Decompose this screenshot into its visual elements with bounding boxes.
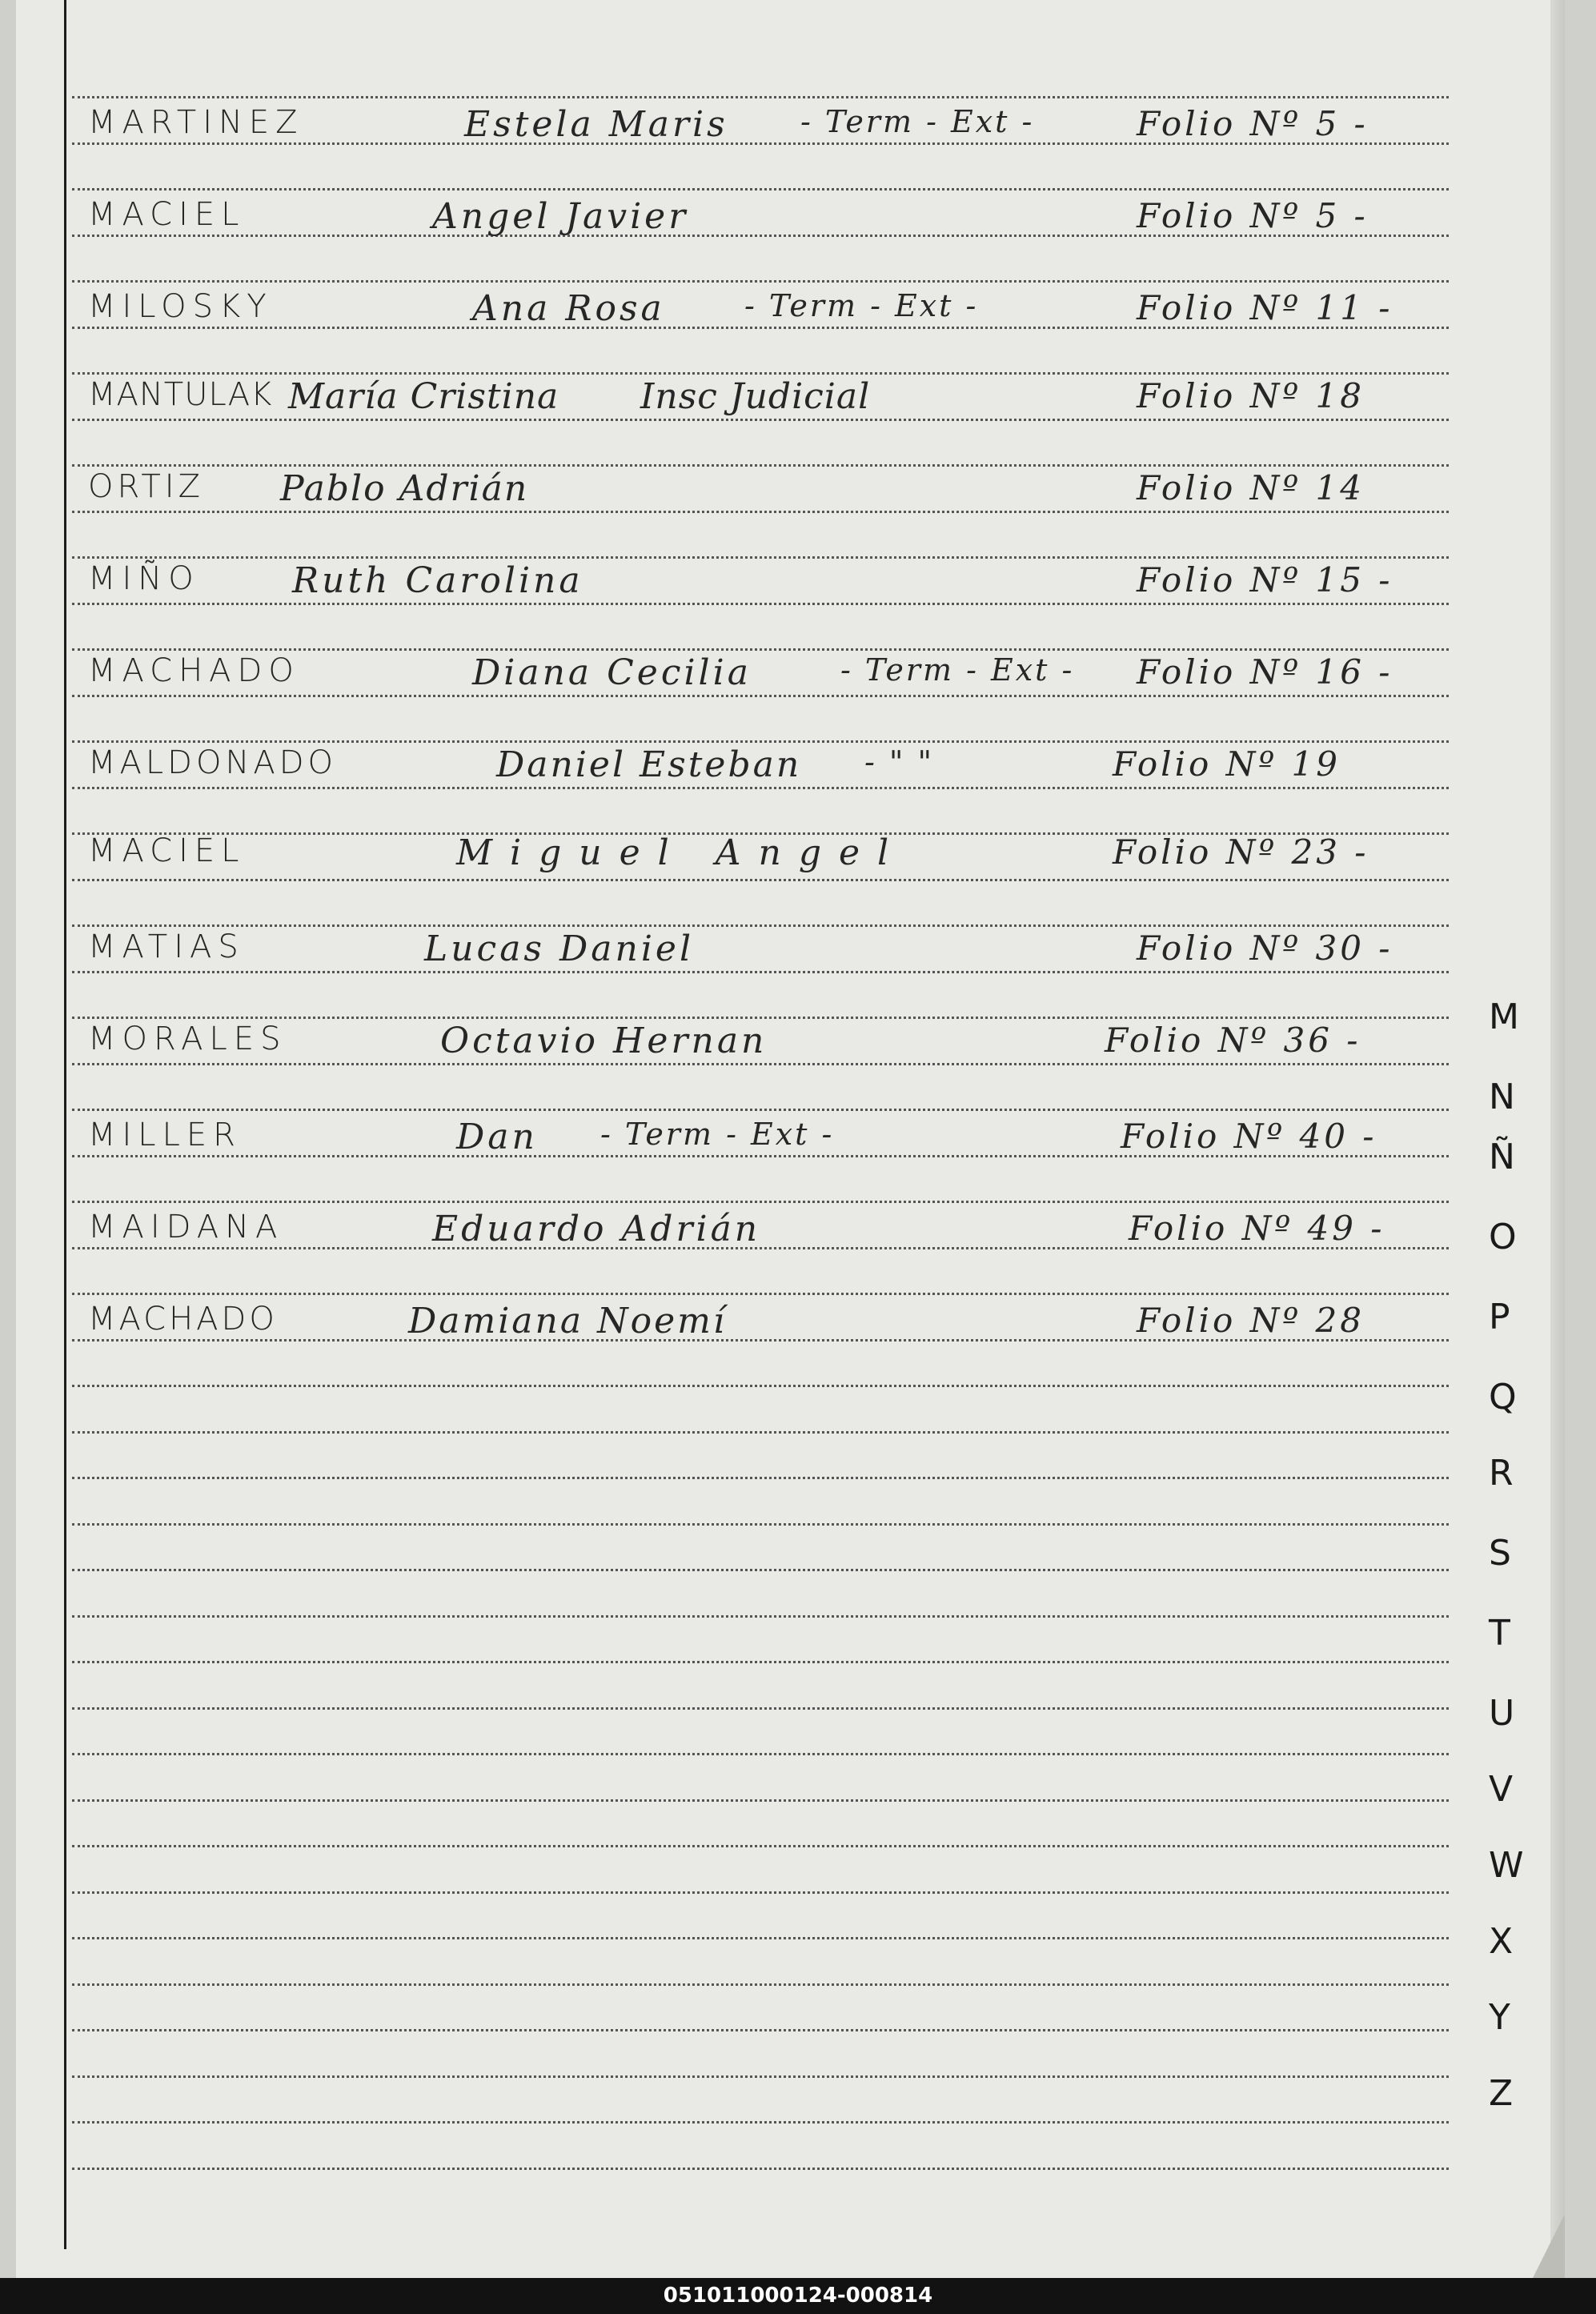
index-tab-p[interactable]: P (1489, 1297, 1510, 1337)
index-tab-enie[interactable]: Ñ (1489, 1137, 1515, 1177)
entry-surname: MACHADO (88, 652, 300, 689)
ledger-entry (16, 196, 1457, 244)
entry-folio: Folio Nº 5 - (1137, 196, 1369, 235)
page-corner-fold (1533, 2214, 1565, 2278)
index-tab-r[interactable]: R (1489, 1453, 1514, 1494)
entry-folio: Folio Nº 15 - (1137, 560, 1393, 600)
ruled-line (72, 2168, 1449, 2170)
entry-surname: MACIEL (88, 196, 246, 233)
ledger-entry (16, 928, 1457, 977)
ledger-entry (16, 468, 1457, 516)
ruled-line (72, 188, 1449, 190)
ruled-line (72, 1569, 1449, 1571)
entry-note: - Term - Ext - (600, 1117, 835, 1152)
entry-folio: Folio Nº 16 - (1137, 652, 1393, 692)
ledger-entry (16, 1209, 1457, 1257)
index-tab-v[interactable]: V (1489, 1769, 1514, 1810)
ledger-entry (16, 832, 1457, 880)
index-tab-m[interactable]: M (1489, 997, 1519, 1037)
ruled-line (72, 2121, 1449, 2124)
entry-folio: Folio Nº 14 (1137, 468, 1365, 507)
ledger-entry (16, 560, 1457, 608)
entry-note: - Term - Ext - (840, 652, 1075, 688)
entry-note: Insc Judicial (640, 376, 871, 417)
entry-surname: MIÑO (88, 560, 200, 597)
ruled-line (72, 1845, 1449, 1847)
ruled-line (72, 2029, 1449, 2031)
ruled-line (72, 372, 1449, 375)
entry-surname: MATIAS (88, 928, 245, 965)
entry-note: - Term - Ext - (744, 288, 979, 323)
entry-folio: Folio Nº 30 - (1137, 928, 1393, 968)
ledger-entry (16, 744, 1457, 792)
index-tab-y[interactable]: Y (1489, 1997, 1510, 2038)
ruled-line (72, 1983, 1449, 1986)
footer-bar (0, 2278, 1596, 2314)
ruled-line (72, 1431, 1449, 1434)
ruled-line (72, 740, 1449, 743)
entry-surname: MANTULAK (88, 376, 273, 413)
entry-surname: MAIDANA (88, 1209, 284, 1245)
ledger-entry (16, 104, 1457, 152)
entry-given-names: Dan (456, 1117, 538, 1157)
ruled-line (72, 1201, 1449, 1203)
entry-given-names: Octavio Hernan (440, 1021, 768, 1061)
ruled-line (72, 464, 1449, 467)
entry-given-names: Daniel Esteban (496, 744, 802, 785)
ledger-entry (16, 1301, 1457, 1349)
entry-given-names: María Cristina (288, 376, 559, 417)
ruled-line (72, 1293, 1449, 1295)
entry-folio: Folio Nº 49 - (1129, 1209, 1385, 1248)
ruled-line (72, 1799, 1449, 1802)
ruled-line (72, 556, 1449, 559)
ruled-line (72, 648, 1449, 651)
ruled-line (72, 1661, 1449, 1663)
entry-given-names: Angel Javier (432, 196, 689, 237)
entry-surname: MACHADO (88, 1301, 278, 1337)
ruled-line (72, 1753, 1449, 1755)
index-tab-q[interactable]: Q (1489, 1377, 1517, 1418)
entry-folio: Folio Nº 19 (1113, 744, 1341, 784)
ruled-line (72, 924, 1449, 927)
index-tab-t[interactable]: T (1489, 1613, 1510, 1654)
ruled-line (72, 1891, 1449, 1894)
entry-folio: Folio Nº 11 - (1137, 288, 1393, 327)
entry-folio: Folio Nº 28 (1137, 1301, 1365, 1340)
ruled-line (72, 280, 1449, 283)
entry-surname: ORTIZ (88, 468, 204, 505)
index-tab-z[interactable]: Z (1489, 2073, 1514, 2114)
ledger-entry (16, 1021, 1457, 1069)
ledger-entry (16, 376, 1457, 424)
entry-surname: MILOSKY (88, 288, 273, 325)
ruled-line (72, 1477, 1449, 1479)
index-tab-n[interactable]: N (1489, 1077, 1515, 1117)
ruled-line (72, 1937, 1449, 1939)
index-tab-w[interactable]: W (1489, 1845, 1524, 1886)
ledger-entry (16, 652, 1457, 700)
ruled-line (72, 1523, 1449, 1526)
ruled-line (72, 1109, 1449, 1111)
entry-surname: MARTINEZ (88, 104, 304, 141)
entry-given-names: Eduardo Adrián (432, 1209, 761, 1249)
entry-folio: Folio Nº 5 - (1137, 104, 1369, 143)
entry-folio: Folio Nº 40 - (1121, 1117, 1377, 1156)
entry-folio: Folio Nº 18 (1137, 376, 1365, 415)
entry-folio: Folio Nº 36 - (1105, 1021, 1361, 1060)
entry-given-names: Damiana Noemí (408, 1301, 727, 1341)
index-tab-o[interactable]: O (1489, 1217, 1517, 1257)
index-tab-s[interactable]: S (1489, 1533, 1511, 1574)
entry-surname: MILLER (88, 1117, 242, 1153)
ruled-line (72, 1017, 1449, 1019)
ledger-entry (16, 1117, 1457, 1165)
entry-note: - " " (864, 744, 934, 780)
entry-folio: Folio Nº 23 - (1113, 832, 1369, 872)
entry-given-names: Diana Cecilia (472, 652, 752, 693)
entry-surname: MACIEL (88, 832, 246, 869)
document-id-code: 051011000124-000814 (663, 2284, 933, 2308)
entry-surname: MALDONADO (88, 744, 338, 781)
entry-note: - Term - Ext - (800, 104, 1035, 139)
entry-surname: MORALES (88, 1021, 287, 1057)
ruled-line (72, 1707, 1449, 1710)
entry-given-names: Pablo Adrián (280, 468, 529, 509)
entry-given-names: Lucas Daniel (424, 928, 695, 969)
ruled-line (72, 1615, 1449, 1618)
index-tab-x[interactable]: X (1489, 1921, 1514, 1962)
index-tab-u[interactable]: U (1489, 1693, 1515, 1734)
ruled-line (72, 1385, 1449, 1387)
entry-given-names: Ruth Carolina (292, 560, 583, 601)
ledger-entry (16, 288, 1457, 336)
ruled-line (72, 96, 1449, 98)
ruled-line (72, 2075, 1449, 2078)
entry-given-names: Miguel Angel (456, 832, 907, 873)
ledger-page (16, 0, 1565, 2278)
entry-given-names: Estela Maris (464, 104, 728, 145)
entry-given-names: Ana Rosa (472, 288, 665, 329)
